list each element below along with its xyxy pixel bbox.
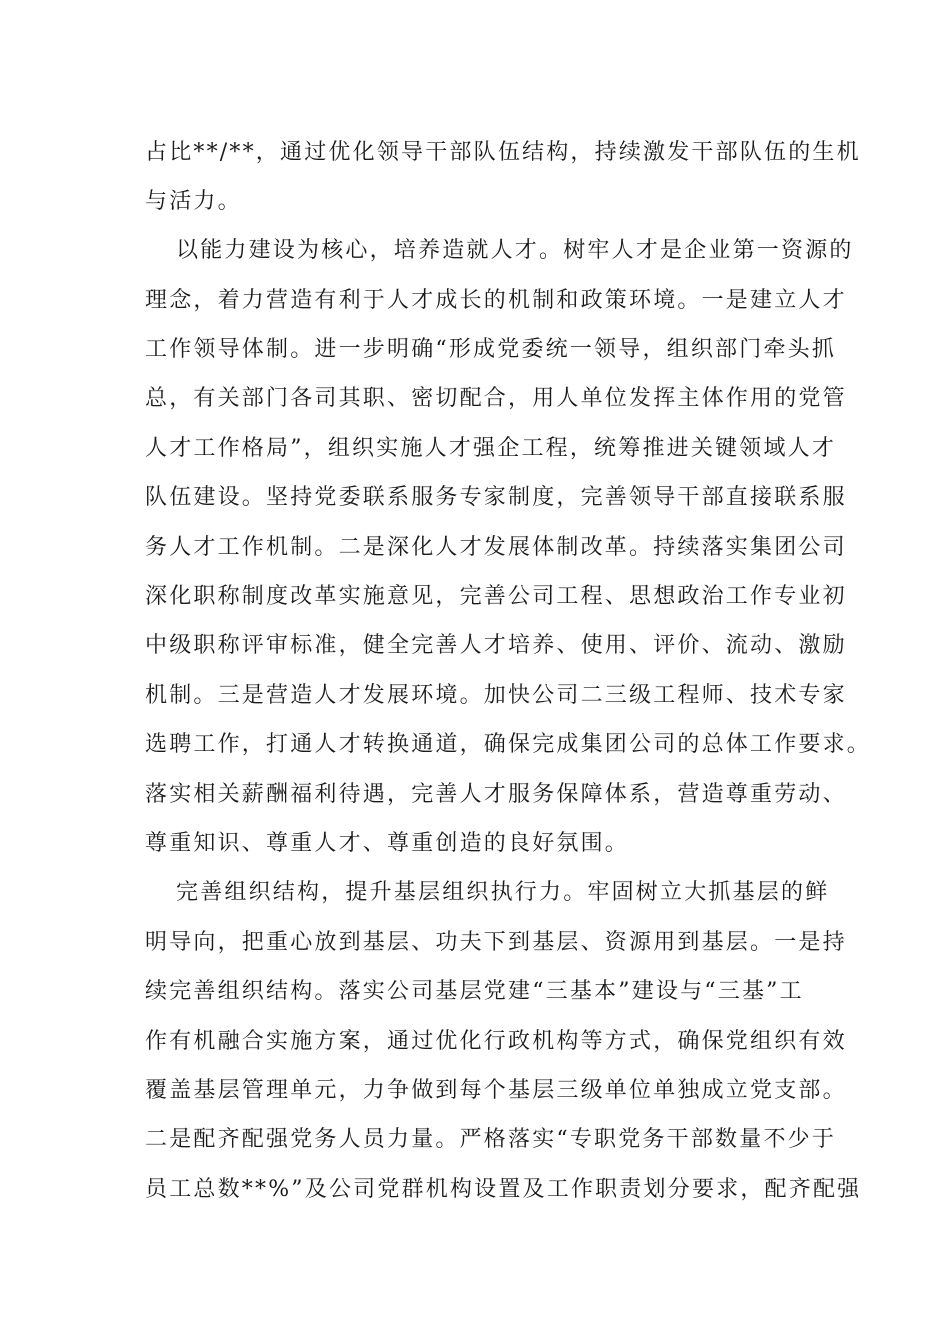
body-text-line: 队伍建设。坚持党委联系服务专家制度，完善领导干部直接联系服: [145, 485, 847, 510]
body-text-line: 工作领导体制。进一步明确“形成党委统一领导，组织部门牵头抓: [145, 337, 837, 362]
body-text-line: 尊重知识、尊重人才、尊重创造的良好氛围。: [145, 831, 630, 856]
body-text-line: 明导向，把重心放到基层、功夫下到基层、资源用到基层。一是持: [145, 930, 847, 955]
body-text-line: 中级职称评审标准，健全完善人才培养、使用、评价、流动、激励: [145, 633, 847, 658]
body-text-line: 务人才工作机制。二是深化人才发展体制改革。持续落实集团公司: [145, 535, 847, 560]
body-text-line: 落实相关薪酬福利待遇，完善人才服务保障体系，营造尊重劳动、: [145, 782, 847, 807]
body-text-line: 总，有关部门各司其职、密切配合，用人单位发挥主体作用的党管: [145, 386, 847, 411]
body-text-line: 人才工作格局”，组织实施人才强企工程，统筹推进关键领域人才: [145, 436, 837, 461]
body-text-line: 续完善组织结构。落实公司基层党建“三基本”建设与“三基”工: [145, 979, 804, 1004]
body-text-line: 理念，着力营造有利于人才成长的机制和政策环境。一是建立人才: [145, 288, 847, 313]
body-text-line: 选聘工作，打通人才转换通道，确保完成集团公司的总体工作要求。: [145, 732, 872, 757]
body-text-line: 占比**/**，通过优化领导干部队伍结构，持续激发干部队伍的生机: [145, 140, 861, 165]
body-text-line: 员工总数**%”及公司党群机构设置及工作职责划分要求，配齐配强: [145, 1177, 862, 1202]
body-text-line: 机制。三是营造人才发展环境。加快公司二三级工程师、技术专家: [145, 683, 847, 708]
body-text-line: 与活力。: [145, 189, 242, 214]
body-text-line: 作有机融合实施方案，通过优化行政机构等方式，确保党组织有效: [145, 1029, 847, 1054]
paragraph-first-line: 以能力建设为核心，培养造就人才。树牢人才是企业第一资源的: [176, 238, 854, 263]
body-text-line: 二是配齐配强党务人员力量。严格落实“专职党务干部数量不少于: [145, 1127, 837, 1152]
body-text-line: 深化职称制度改革实施意见，完善公司工程、思想政治工作专业初: [145, 584, 847, 609]
body-text-line: 覆盖基层管理单元，力争做到每个基层三级单位单独成立党支部。: [145, 1078, 847, 1103]
paragraph-first-line: 完善组织结构，提升基层组织执行力。牢固树立大抓基层的鲜: [176, 880, 830, 905]
